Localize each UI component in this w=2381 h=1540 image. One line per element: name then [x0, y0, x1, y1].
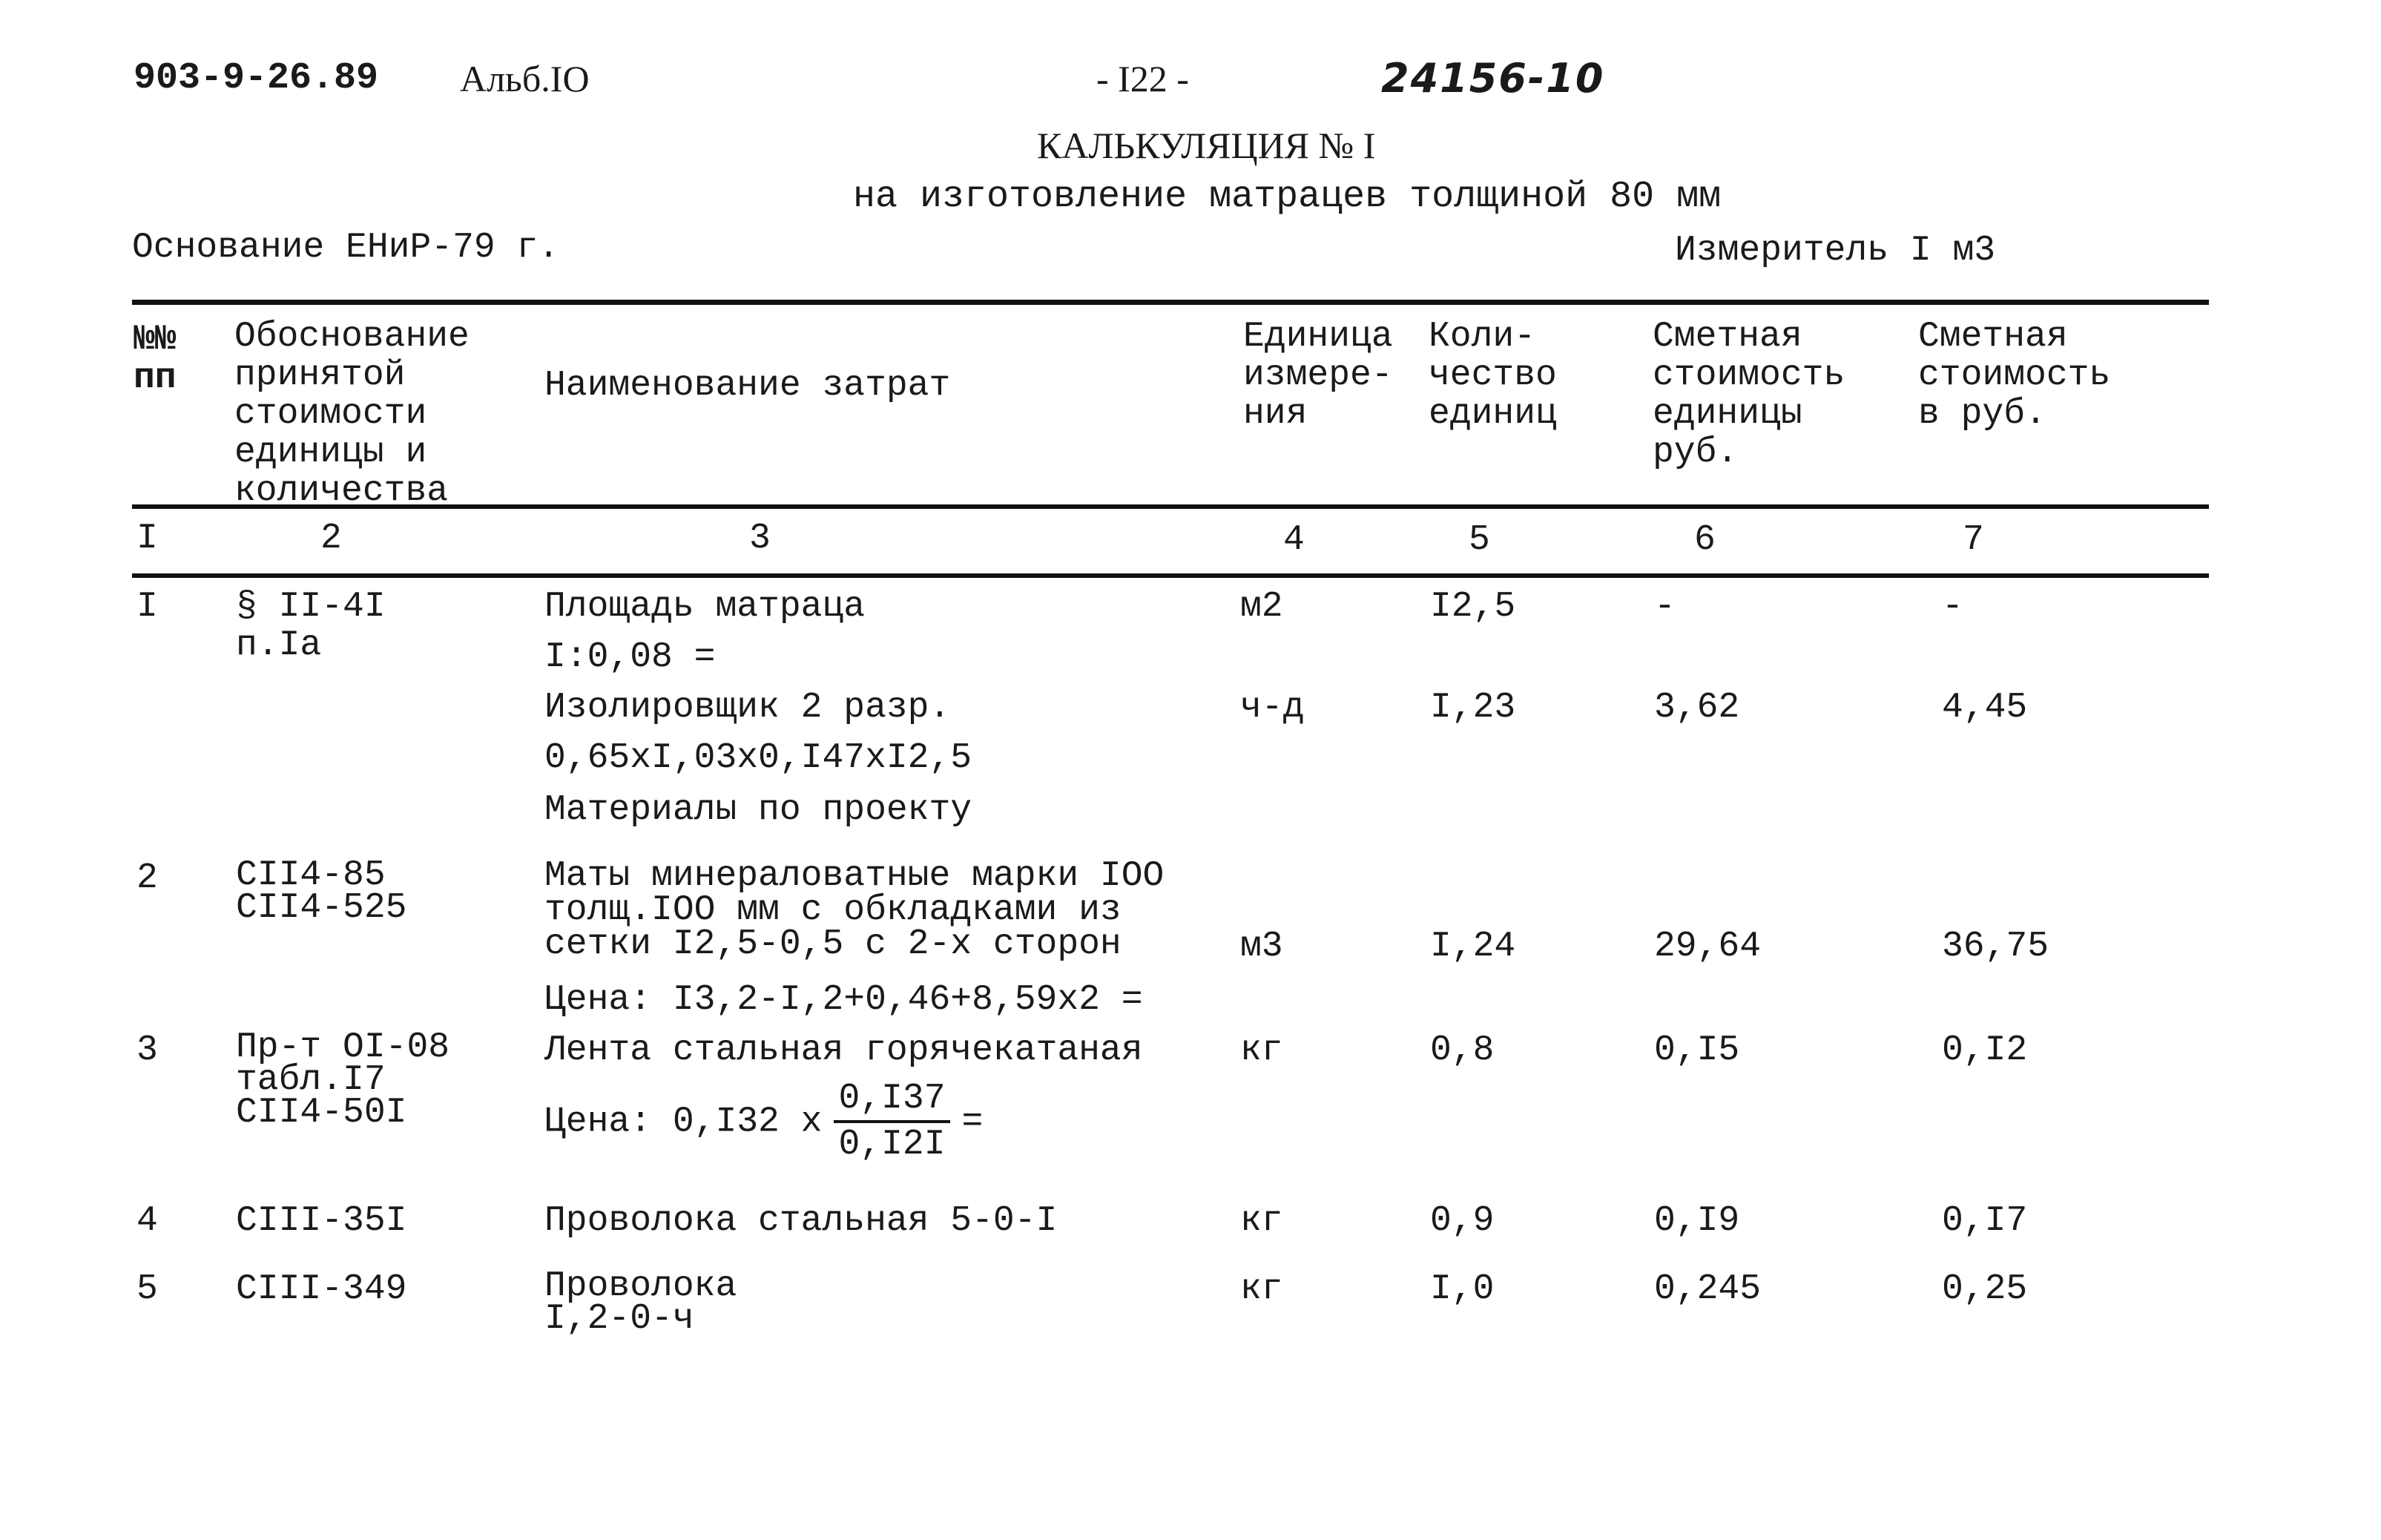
header-col-1: №№ пп [134, 320, 177, 398]
cost-name: Проволока стальная 5-0-I [544, 1201, 1058, 1241]
header-col-3: Наименование затрат [544, 366, 951, 406]
header-col-6: Сметная стоимость единицы руб. [1653, 317, 1845, 473]
row-number: 4 [136, 1201, 158, 1241]
unit-price: 3,62 [1654, 688, 1740, 728]
cost-name: Маты минераловатные марки IOO толщ.IOO мм с обкладками из сетки I2,5-0,5 с 2-х сторон [544, 856, 1165, 964]
total-cost: 0,I7 [1942, 1201, 2028, 1241]
row-basis: Пр-т OI-08 табл.I7 CII4-50I [236, 1027, 450, 1133]
row-number: 2 [136, 858, 158, 898]
quantity: I,0 [1430, 1269, 1495, 1309]
formula-suffix: = [961, 1102, 984, 1142]
cost-formula: I:0,08 = [544, 637, 716, 677]
quantity: I2,5 [1430, 587, 1516, 627]
cost-formula [544, 1077, 983, 1166]
document-code: 903-9-26.89 [134, 57, 379, 99]
row-basis: CIII-35I [236, 1201, 407, 1241]
calc-title: КАЛЬКУЛЯЦИЯ № I [1037, 125, 1376, 166]
total-cost: 0,I2 [1942, 1030, 2028, 1070]
row-basis: CII4-85 CII4-525 [236, 855, 407, 928]
basis-norm: Основание ЕНиР-79 г. [132, 228, 560, 268]
cost-name: Материалы по проекту [544, 790, 972, 830]
col-number-3: 3 [749, 519, 771, 559]
unit: кг [1240, 1030, 1283, 1070]
row-basis: CIII-349 [236, 1269, 407, 1309]
unit-price: 0,245 [1654, 1269, 1762, 1309]
header-col-7: Сметная стоимость в руб. [1918, 317, 2111, 434]
col-number-7: 7 [1963, 520, 1984, 560]
quantity: 0,8 [1430, 1030, 1495, 1070]
col-number-6: 6 [1694, 520, 1716, 560]
cost-name: Площадь матраца [544, 587, 866, 627]
col-number-2: 2 [320, 519, 342, 559]
col-number-5: 5 [1469, 520, 1490, 560]
total-cost: 36,75 [1942, 927, 2049, 967]
cost-name: Изолировщик 2 разр. [544, 688, 951, 728]
col-number-1: I [136, 519, 158, 559]
unit-price: - [1654, 587, 1676, 627]
unit: ч-д [1240, 688, 1305, 728]
formula-fraction [834, 1077, 949, 1166]
formula-prefix: Цена: 0,I32 x [544, 1102, 823, 1142]
fraction-numerator: 0,I37 [834, 1077, 949, 1123]
unit: кг [1240, 1269, 1283, 1309]
col-number-4: 4 [1283, 520, 1305, 560]
measure-unit: Измеритель I м3 [1675, 231, 1996, 271]
row-number: 5 [136, 1269, 158, 1309]
header-col-2: Обоснование принятой стоимости единицы и количества [234, 317, 470, 511]
header-col-4: Единица измере- ния [1243, 317, 1393, 434]
calc-subtitle: на изготовление матрацев толщиной 80 мм [853, 176, 1722, 218]
total-cost: 4,45 [1942, 688, 2028, 728]
row-number: I [136, 587, 158, 627]
album-number: Альб.IO [460, 58, 590, 99]
col-numbers-rule [132, 573, 2209, 578]
unit: м3 [1240, 927, 1283, 967]
page-number: - I22 - [1096, 58, 1189, 99]
cost-formula: 0,65xI,03x0,I47xI2,5 [544, 738, 972, 778]
cost-name: Лента стальная горячекатаная [544, 1030, 1143, 1070]
unit: кг [1240, 1201, 1283, 1241]
quantity: 0,9 [1430, 1201, 1495, 1241]
quantity: I,24 [1430, 927, 1516, 967]
fraction-denominator: 0,I2I [838, 1125, 946, 1165]
handwritten-stamp-number: 24156-10 [1381, 55, 1605, 102]
table-top-rule [132, 300, 2209, 305]
row-number: 3 [136, 1030, 158, 1070]
unit-price: 0,I9 [1654, 1201, 1740, 1241]
unit: м2 [1240, 587, 1283, 627]
total-cost: 0,25 [1942, 1269, 2028, 1309]
cost-name: Проволока I,2-0-ч [544, 1266, 737, 1339]
row-basis: § II-4I п.Iа [236, 587, 386, 665]
total-cost: - [1942, 587, 1963, 627]
unit-price: 0,I5 [1654, 1030, 1740, 1070]
header-col-5: Коли- чество единиц [1429, 317, 1557, 434]
quantity: I,23 [1430, 688, 1516, 728]
unit-price: 29,64 [1654, 927, 1762, 967]
cost-formula: Цена: I3,2-I,2+0,46+8,59x2 = [544, 980, 1143, 1020]
